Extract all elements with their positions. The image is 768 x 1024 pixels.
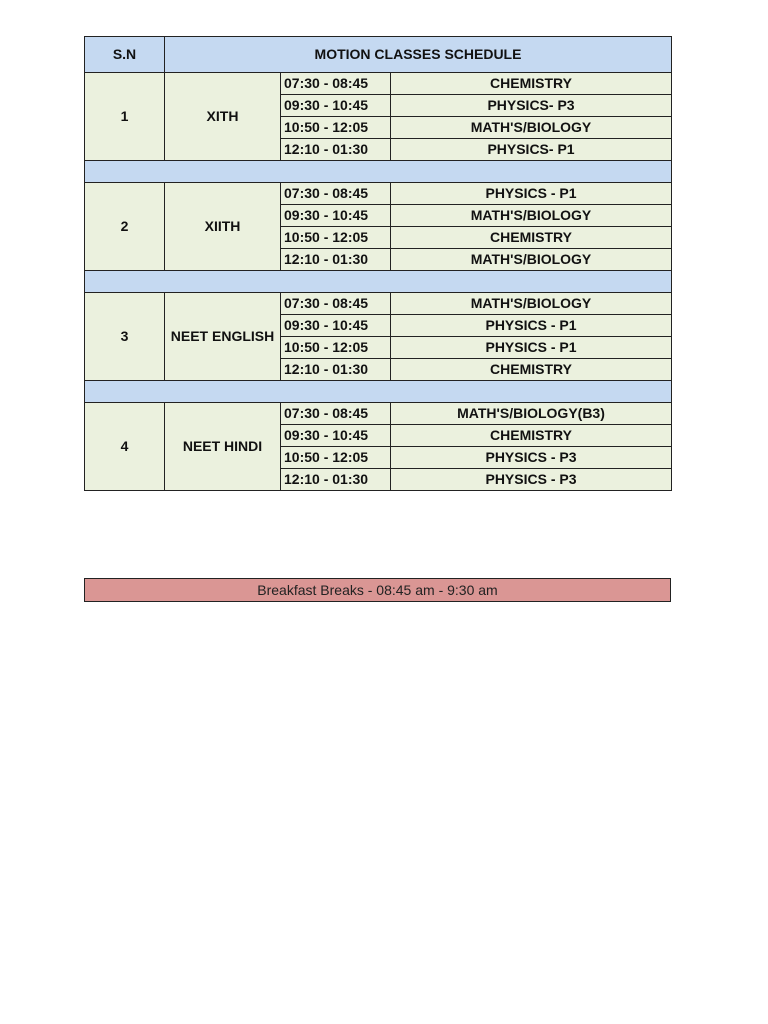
table-row (85, 403, 672, 425)
schedule-title: MOTION CLASSES SCHEDULE (165, 37, 672, 73)
subject-cell: PHYSICS - P3 (391, 447, 672, 469)
subject-cell: CHEMISTRY (391, 227, 672, 249)
group-name: XIITH (165, 183, 281, 271)
time-cell: 10:50 - 12:05 (281, 447, 391, 469)
subject-cell: CHEMISTRY (391, 73, 672, 95)
subject-cell: MATH'S/BIOLOGY (391, 249, 672, 271)
time-cell: 09:30 - 10:45 (281, 95, 391, 117)
group-sn: 1 (85, 73, 165, 161)
time-cell: 10:50 - 12:05 (281, 117, 391, 139)
time-cell: 09:30 - 10:45 (281, 425, 391, 447)
separator-row (85, 381, 672, 403)
separator-cell (85, 161, 672, 183)
separator-row (85, 271, 672, 293)
subject-cell: MATH'S/BIOLOGY (391, 117, 672, 139)
table-row (85, 293, 672, 315)
group-name: NEET ENGLISH (165, 293, 281, 381)
breakfast-breaks-banner: Breakfast Breaks - 08:45 am - 9:30 am (84, 578, 671, 602)
table-row (85, 183, 672, 205)
time-cell: 12:10 - 01:30 (281, 359, 391, 381)
subject-cell: MATH'S/BIOLOGY (391, 293, 672, 315)
time-cell: 09:30 - 10:45 (281, 315, 391, 337)
time-cell: 10:50 - 12:05 (281, 337, 391, 359)
separator-cell (85, 381, 672, 403)
time-cell: 07:30 - 08:45 (281, 403, 391, 425)
subject-cell: MATH'S/BIOLOGY (391, 205, 672, 227)
table-row (85, 73, 672, 95)
time-cell: 09:30 - 10:45 (281, 205, 391, 227)
subject-cell: PHYSICS - P1 (391, 315, 672, 337)
subject-cell: CHEMISTRY (391, 425, 672, 447)
schedule-sheet (84, 36, 671, 491)
subject-cell: PHYSICS - P3 (391, 469, 672, 491)
time-cell: 12:10 - 01:30 (281, 249, 391, 271)
group-name: NEET HINDI (165, 403, 281, 491)
time-cell: 12:10 - 01:30 (281, 469, 391, 491)
subject-cell: PHYSICS- P3 (391, 95, 672, 117)
time-cell: 12:10 - 01:30 (281, 139, 391, 161)
header-row (85, 37, 672, 73)
group-sn: 3 (85, 293, 165, 381)
time-cell: 07:30 - 08:45 (281, 183, 391, 205)
separator-row (85, 161, 672, 183)
subject-cell: PHYSICS- P1 (391, 139, 672, 161)
group-sn: 4 (85, 403, 165, 491)
separator-cell (85, 271, 672, 293)
group-name: XITH (165, 73, 281, 161)
subject-cell: PHYSICS - P1 (391, 183, 672, 205)
subject-cell: PHYSICS - P1 (391, 337, 672, 359)
time-cell: 07:30 - 08:45 (281, 73, 391, 95)
schedule-table (84, 36, 672, 491)
subject-cell: MATH'S/BIOLOGY(B3) (391, 403, 672, 425)
sn-header: S.N (85, 37, 165, 73)
time-cell: 07:30 - 08:45 (281, 293, 391, 315)
group-sn: 2 (85, 183, 165, 271)
subject-cell: CHEMISTRY (391, 359, 672, 381)
time-cell: 10:50 - 12:05 (281, 227, 391, 249)
